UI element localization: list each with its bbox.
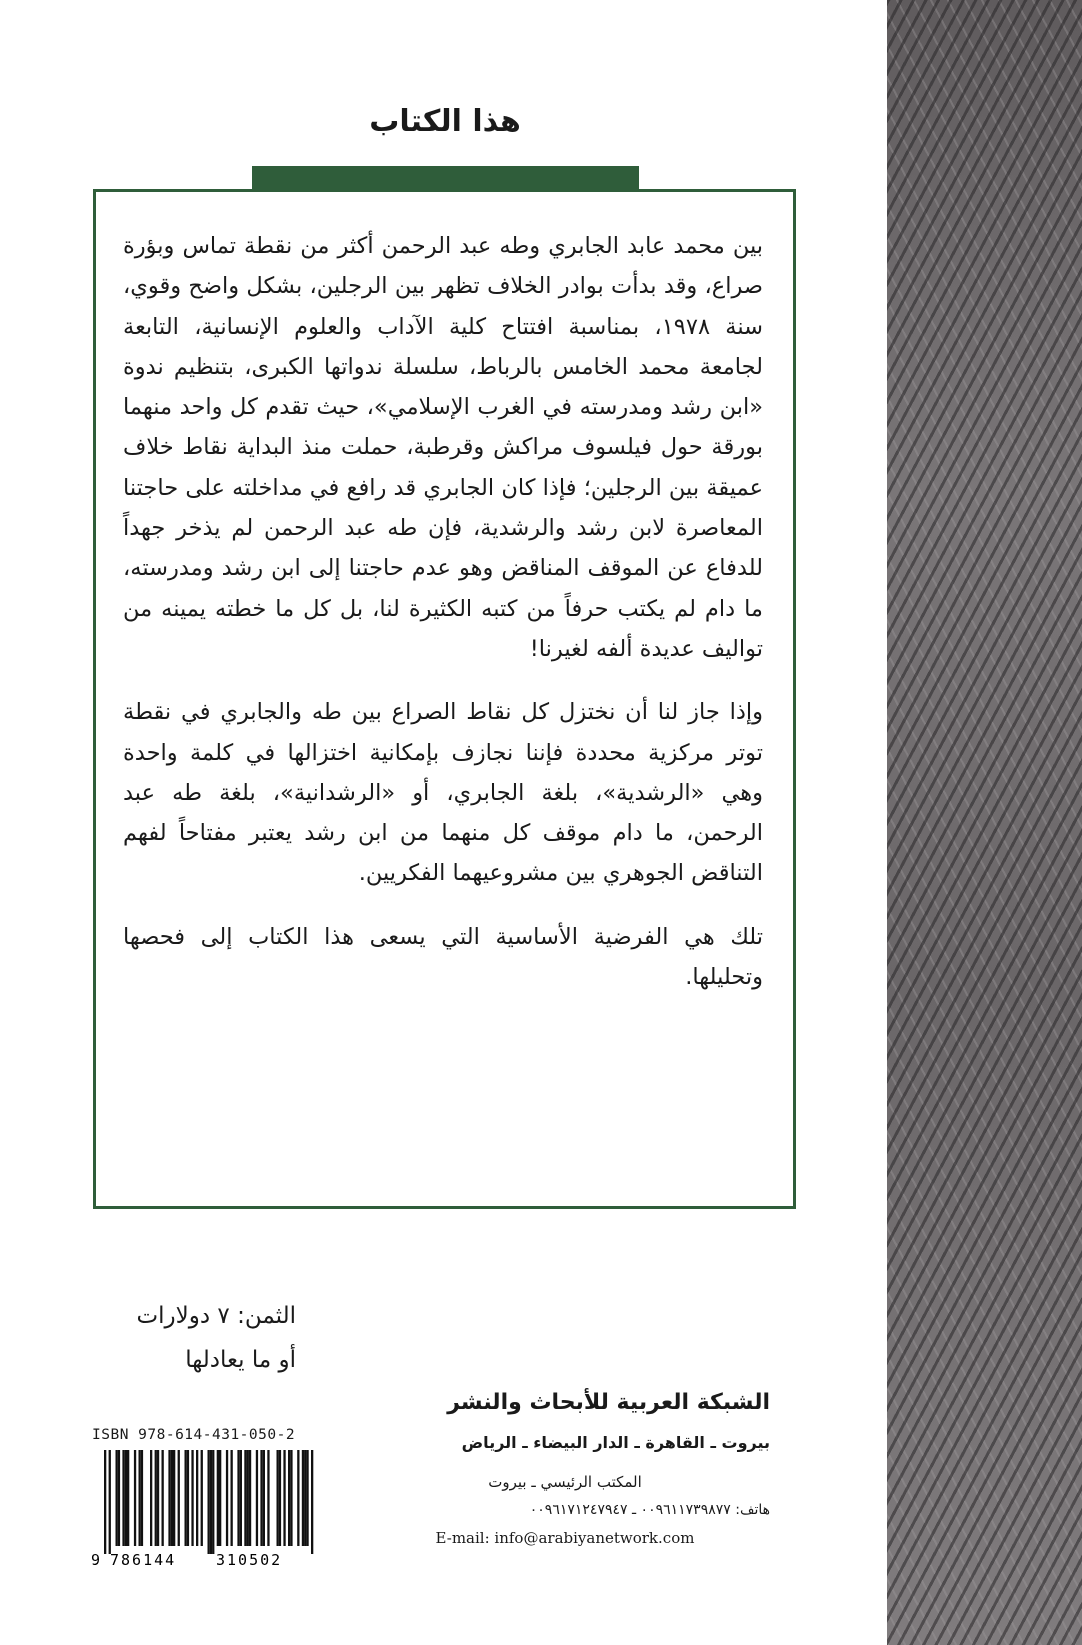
barcode-bar: [210, 1450, 212, 1554]
price-equivalent: أو ما يعادلها: [185, 1347, 296, 1373]
blurb-paragraph: وإذا جاز لنا أن نختزل كل نقاط الصراع بين طه والجابري في نقطة توتر مركزية محددة فإننا نجازف بإمكانية اختزالها في كلمة واحدة وهي «الرشدية»، بلغة الجابري، أو «الرشدانية»، بلغة طه عبد الرحمن، ما دام موقف كل منهما من ابن رشد يعتبر مفتاحاً لفهم التناقض الجوهري بين مشروعيهما الفكريين.: [123, 699, 763, 887]
barcode-digits-right: 310502: [216, 1551, 283, 1569]
barcode-bar: [141, 1450, 143, 1546]
barcode-bar: [104, 1450, 106, 1554]
barcode-bar: [288, 1450, 290, 1546]
barcode-bar: [208, 1450, 210, 1554]
cover-spine-texture: [887, 0, 1082, 1645]
barcode-bar: [244, 1450, 246, 1546]
barcode-bar: [178, 1450, 180, 1546]
price-line: الثمن: ٧ دولارات: [136, 1303, 296, 1329]
blurb-text: [123, 226, 763, 1020]
barcode-bar: [217, 1450, 219, 1546]
barcode-bar: [162, 1450, 164, 1546]
barcode-bar: [191, 1450, 193, 1546]
barcode-bar: [122, 1450, 124, 1546]
barcode-bar: [260, 1450, 262, 1546]
price-block: [86, 1294, 296, 1382]
title-accent-bar: [252, 166, 639, 190]
publisher-cities: بيروت ـ القاهرة ـ الدار البيضاء ـ الرياض: [461, 1433, 770, 1452]
publisher-block: [360, 1386, 770, 1550]
barcode-bar: [240, 1450, 242, 1546]
blurb-paragraph: بين محمد عابد الجابري وطه عبد الرحمن أكثر من نقطة تماس وبؤرة صراع، وقد بدأت بوادر الخلاف تظهر بين الرجلين، بشكل واضح وقوي، سنة ١٩٧٨، بمناسبة افتتاح كلية الآداب والعلوم الإنسانية، التابعة لجامعة محمد الخامس بالرباط، سلسلة ندواتها الكبرى، بتنظيم ندوة «ابن رشد ومدرسته في الغرب الإسلامي»، حيث تقدم كل واحد منهما بورقة حول فيلسوف مراكش وقرطبة، حملت منذ البداية نقاط خلاف عميقة بين الرجلين؛ فإذا كان الجابري قد رافع في مداخلته على حاجتنا المعاصرة لابن رشد والرشدية، فإن طه عبد الرحمن لم يذخر جهداً للدفاع عن الموقف المناقض وهو عدم حاجتنا إلى ابن رشد ومدرسته، ما دام لم يكتب حرفاً من كتبه الكثيرة لنا، بل كل ما خطته يمينه من تواليف عديدة ألفه لغيرنا!: [123, 233, 764, 662]
barcode-bar: [263, 1450, 265, 1546]
barcode-bar: [226, 1450, 228, 1546]
isbn-label: ISBN 978-614-431-050-2: [92, 1427, 296, 1443]
barcode-bar: [173, 1450, 175, 1546]
publisher-name: الشبكة العربية للأبحاث والنشر: [447, 1390, 770, 1415]
barcode-digits-left: 786144: [110, 1551, 177, 1569]
barcode-bar: [306, 1450, 308, 1546]
barcode-bar: [247, 1450, 249, 1546]
barcode-bar: [155, 1450, 157, 1546]
barcode-bar: [187, 1450, 189, 1546]
barcode-bar: [168, 1450, 170, 1546]
publisher-email: E-mail: info@arabiyanetwork.com: [435, 1529, 695, 1547]
barcode-first-digit: 9: [91, 1551, 101, 1569]
barcode-bar: [212, 1450, 214, 1554]
barcode-bar: [150, 1450, 152, 1546]
section-title: هذا الكتاب: [369, 104, 521, 139]
barcode-bar: [297, 1450, 299, 1546]
barcode-bar: [290, 1450, 292, 1546]
barcode-bar: [283, 1450, 285, 1546]
barcode-bar: [219, 1450, 221, 1546]
barcode-bar: [249, 1450, 251, 1546]
barcode-bar: [157, 1450, 159, 1546]
publisher-phone: هاتف: ٠٠٩٦١١٧٣٩٨٧٧ ـ ٠٠٩٦١٧١٢٤٧٩٤٧: [529, 1502, 770, 1518]
barcode-bar: [237, 1450, 239, 1546]
barcode-bar: [139, 1450, 141, 1546]
barcode-bar: [279, 1450, 281, 1546]
barcode-bar: [127, 1450, 129, 1546]
publisher-office: المكتب الرئيسي ـ بيروت: [488, 1473, 642, 1491]
barcode-bar: [185, 1450, 187, 1546]
barcode-bar: [277, 1450, 279, 1546]
barcode-bar: [311, 1450, 313, 1554]
barcode-bar: [196, 1450, 198, 1546]
barcode-bar: [201, 1450, 203, 1546]
barcode-bar: [256, 1450, 258, 1546]
barcode-bar: [267, 1450, 269, 1546]
barcode-bar: [116, 1450, 118, 1546]
barcode-bars: [104, 1450, 313, 1554]
barcode-bar: [231, 1450, 233, 1546]
barcode-bar: [118, 1450, 120, 1546]
barcode-bar: [304, 1450, 306, 1546]
barcode-bar: [302, 1450, 304, 1546]
blurb-paragraph: تلك هي الفرضية الأساسية التي يسعى هذا الكتاب إلى فحصها وتحليلها.: [123, 923, 763, 991]
barcode: [88, 1448, 328, 1569]
barcode-bar: [171, 1450, 173, 1546]
barcode-bar: [125, 1450, 127, 1546]
barcode-bar: [134, 1450, 136, 1546]
barcode-bar: [109, 1450, 111, 1554]
